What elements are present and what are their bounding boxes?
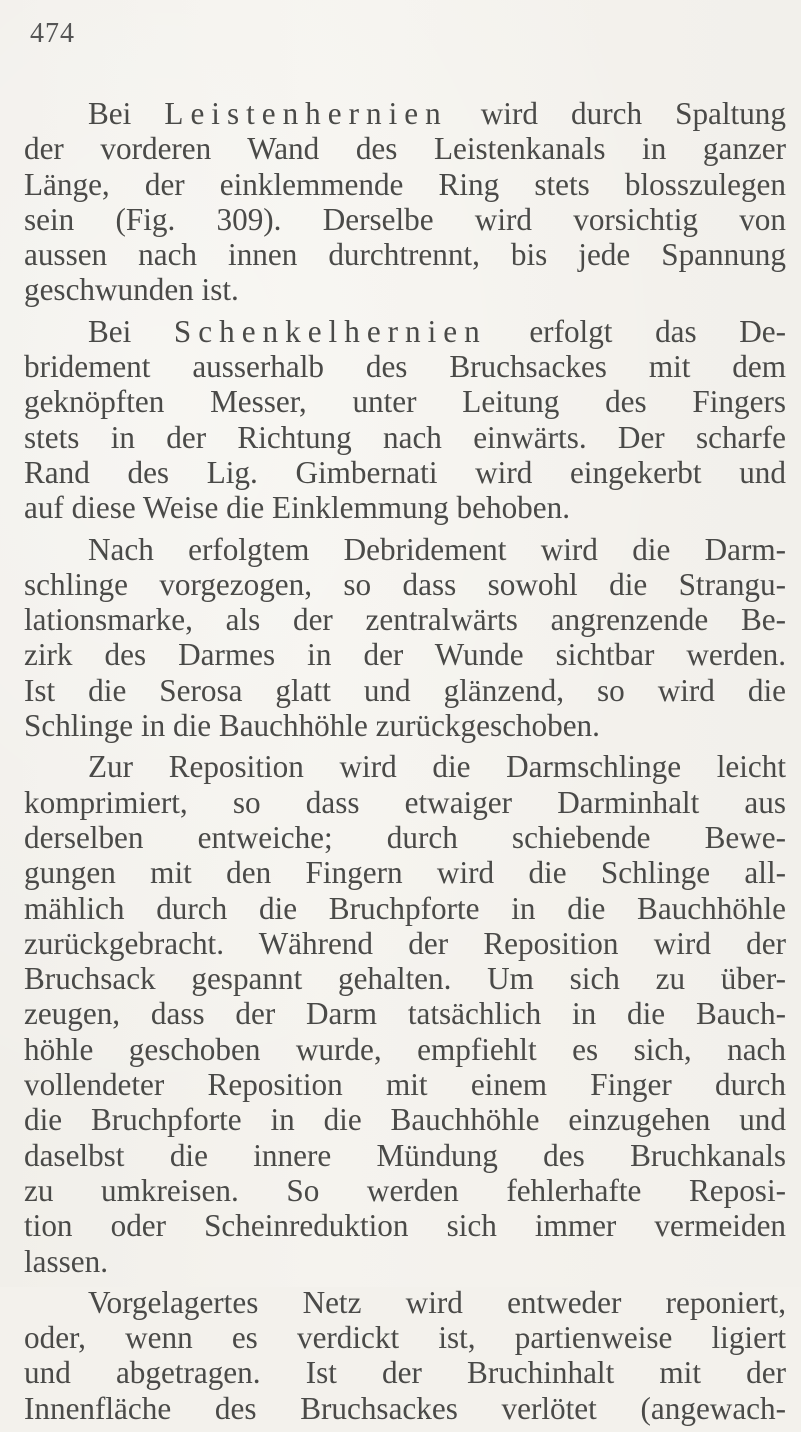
text-line: komprimiert, so dass etwaiger Darminhalt aus [24, 784, 786, 820]
text-line: zirk des Darmes in der Wunde sichtbar werden. [24, 637, 786, 673]
text-line: Rand des Lig. Gimbernati wird eingekerbt und [24, 454, 786, 490]
text-line: Innenfläche des Bruchsackes verlötet (angewach- [24, 1390, 786, 1426]
text-line: Vorgelagertes Netz wird entweder reponiert, [88, 1284, 786, 1320]
text-line: derselben entweiche; durch schiebende Bewe- [24, 819, 786, 855]
paragraph-schenkelhernien [24, 314, 786, 526]
text-line: Länge, der einklemmende Ring stets blosszulegen [24, 166, 786, 202]
text-line: daselbst die innere Mündung des Bruchkanals [24, 1137, 786, 1173]
text-line: schlinge vorgezogen, so dass sowohl die Strangu- [24, 566, 786, 602]
text-line: der vorderen Wand des Leistenkanals in ganzer [24, 131, 786, 167]
text-line: die Bruchpforte in die Bauchhöhle einzugehen und [24, 1102, 786, 1138]
spaced-term: Leistenhernien [164, 96, 448, 131]
text-line: geknöpften Messer, unter Leitung des Fingers [24, 384, 786, 420]
text-line: Bei Schenkelhernien erfolgt das De- [88, 313, 786, 349]
paragraph-debridement [24, 532, 786, 744]
paragraph-netz [24, 1285, 786, 1426]
text-line: Schlinge in die Bauchhöhle zurückgeschoben. [24, 708, 600, 744]
text-line: stets in der Richtung nach einwärts. Der scharfe [24, 419, 786, 455]
text-line: aussen nach innen durchtrennt, bis jede Spannung [24, 237, 786, 273]
spaced-term: Schenkelhernien [173, 313, 487, 349]
text-line: Ist die Serosa glatt und glänzend, so wird die [24, 672, 786, 708]
text-line: gungen mit den Fingern wird die Schlinge all- [24, 855, 786, 891]
text-line: zu umkreisen. So werden fehlerhafte Reposi- [24, 1172, 786, 1208]
paragraph-reposition [24, 749, 786, 1278]
paragraph-leistenhernien [24, 96, 786, 308]
text-line: Bruchsack gespannt gehalten. Um sich zu über- [24, 961, 786, 997]
text-line: zeugen, dass der Darm tatsächlich in die Bauch- [24, 996, 786, 1032]
text-line: Bei Leistenhernien wird durch Spaltung [88, 96, 786, 131]
text-line: vollendeter Reposition mit einem Finger durch [24, 1067, 786, 1103]
text-line: lassen. [24, 1243, 109, 1279]
text-line: Zur Reposition wird die Darmschlinge leicht [88, 749, 786, 785]
text-line: lationsmarke, als der zentralwärts angrenzende Be- [24, 602, 786, 638]
page-number: 474 [30, 18, 75, 49]
text-line: mählich durch die Bruchpforte in die Bauchhöhle [24, 890, 786, 926]
text-line: tion oder Scheinreduktion sich immer vermeiden [24, 1208, 786, 1244]
text-line: Nach erfolgtem Debridement wird die Darm- [88, 531, 786, 567]
text-line: auf diese Weise die Einklemmung behoben. [24, 490, 571, 526]
text-line: höhle geschoben wurde, empfiehlt es sich, nach [24, 1031, 786, 1067]
text-line: sein (Fig. 309). Derselbe wird vorsichtig von [24, 201, 786, 237]
text-line: geschwunden ist. [24, 272, 239, 308]
text-line: und abgetragen. Ist der Bruchinhalt mit der [24, 1355, 786, 1391]
text-line: oder, wenn es verdickt ist, partienweise ligiert [24, 1320, 786, 1356]
text-line: bridement ausserhalb des Bruchsackes mit dem [24, 349, 786, 385]
text-line: zurückgebracht. Während der Reposition wird der [24, 925, 786, 961]
body-text [24, 96, 786, 1432]
